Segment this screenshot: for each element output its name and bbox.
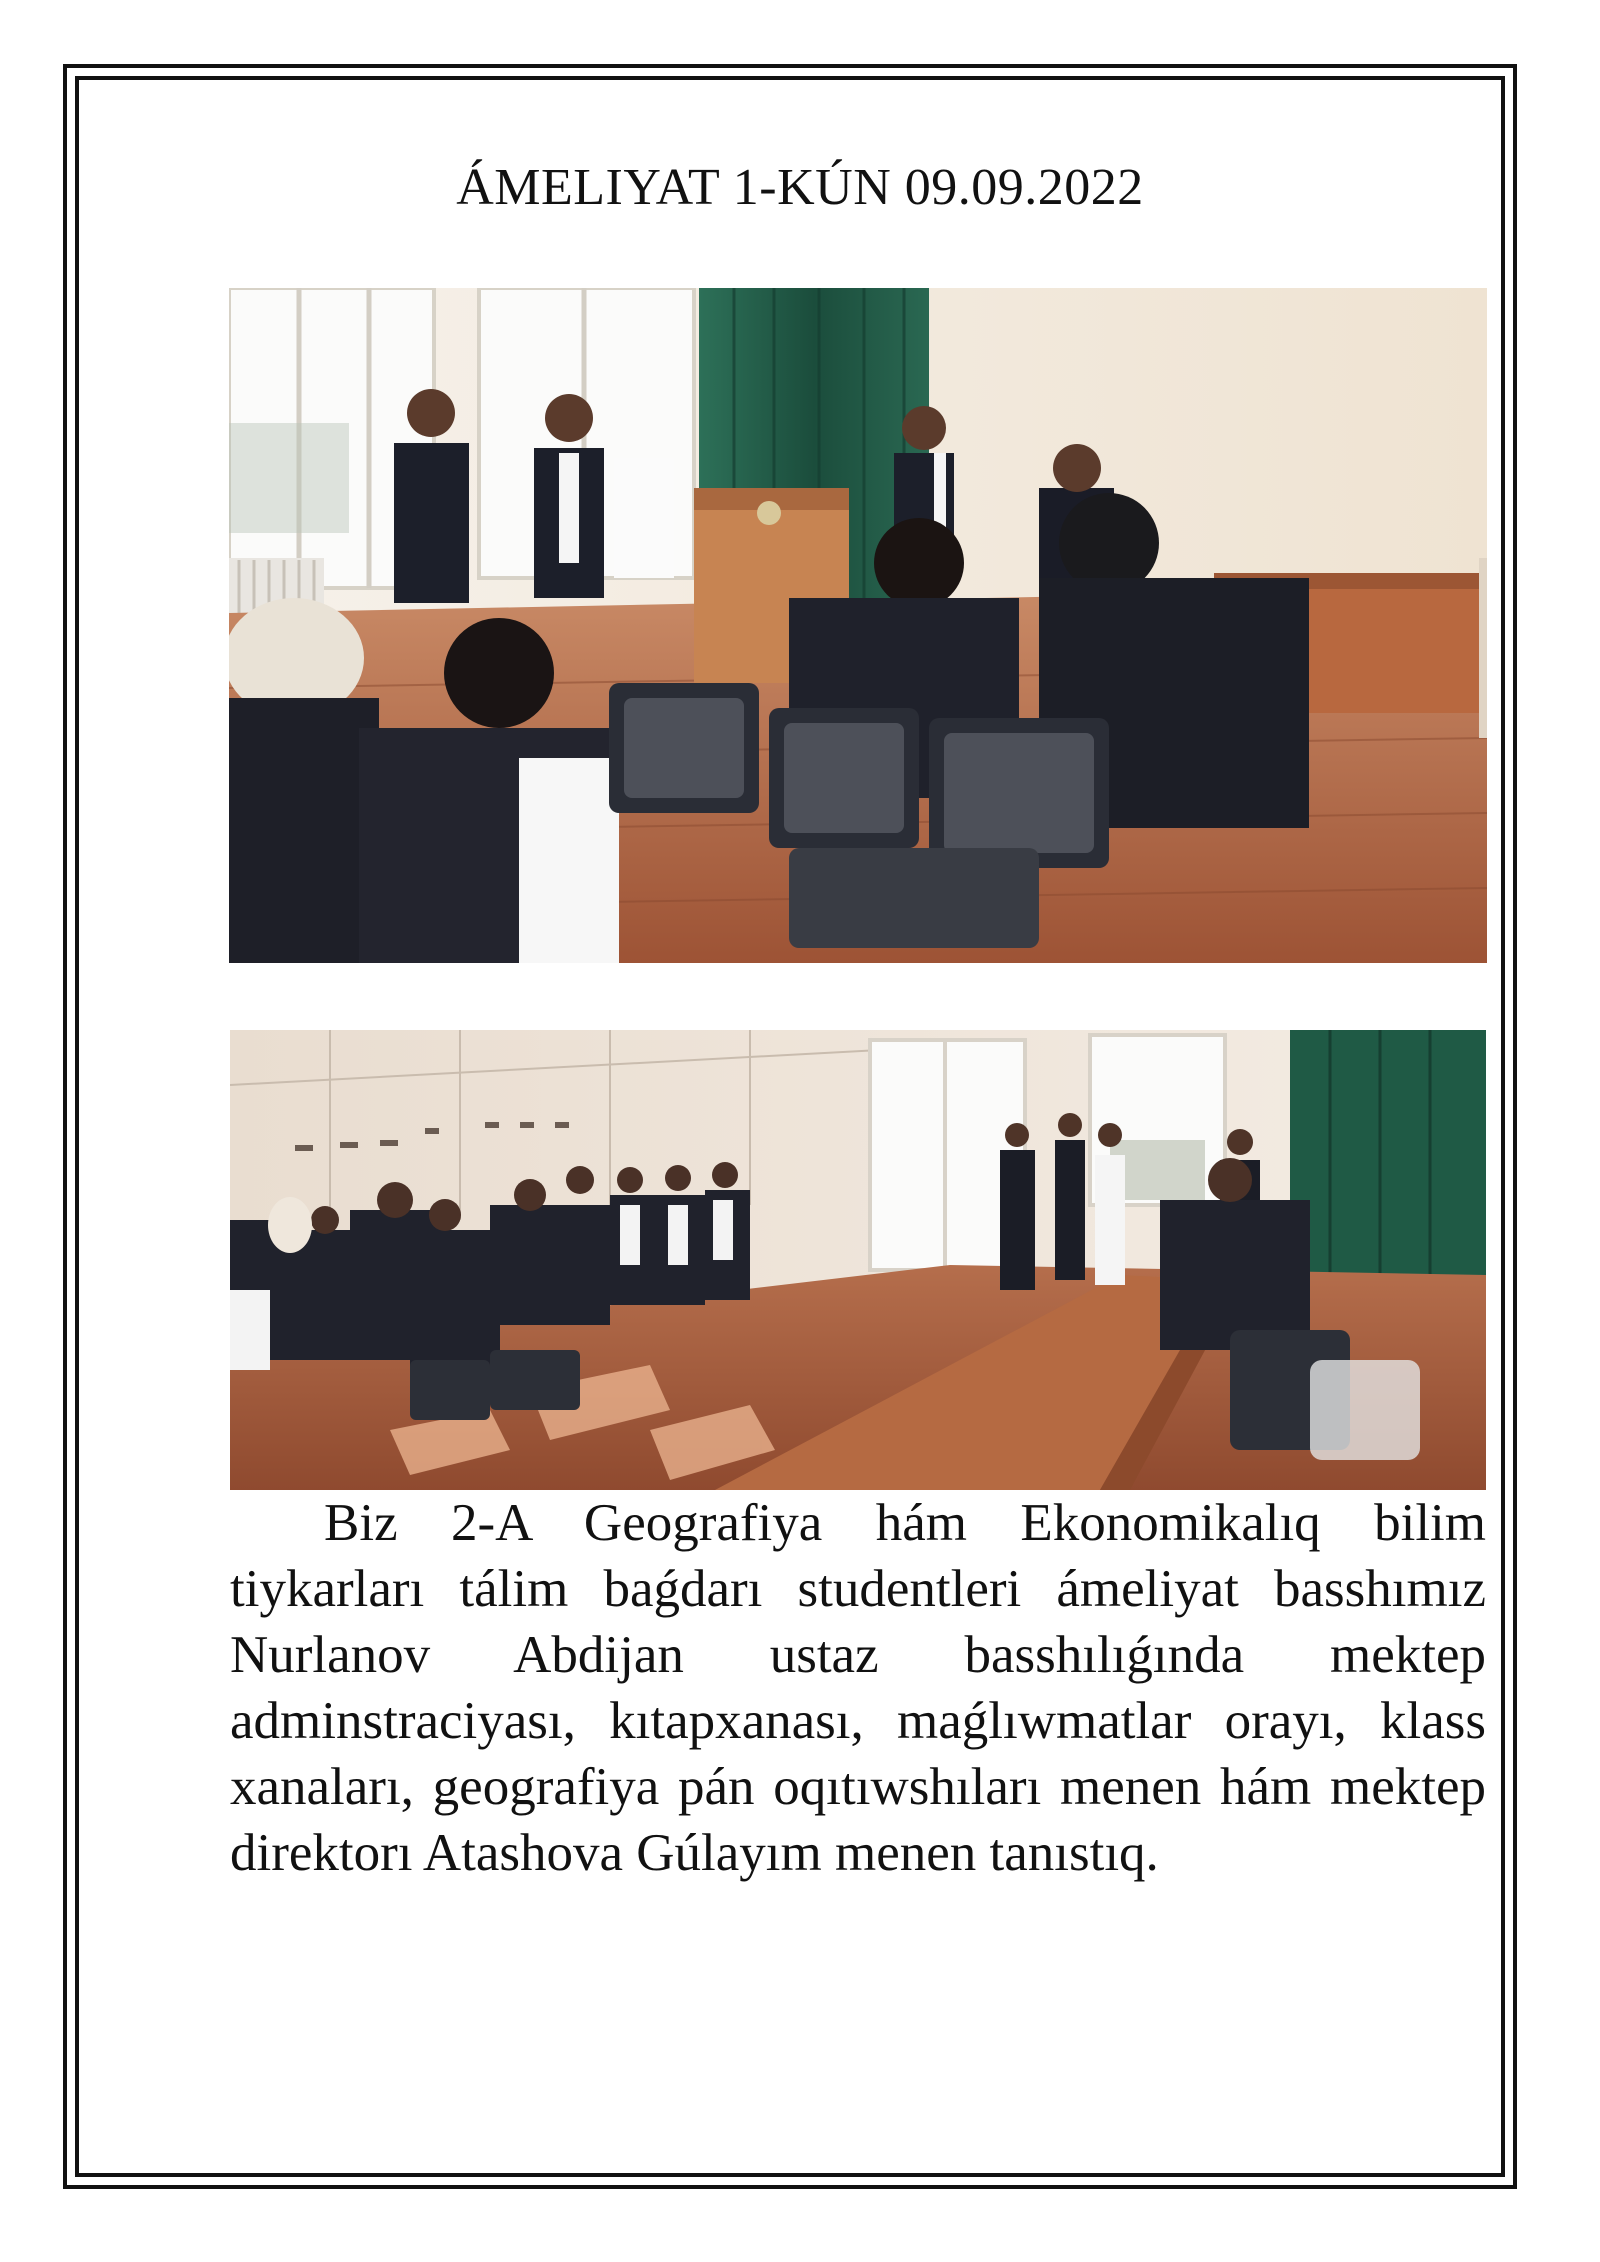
- photo-classroom-presentation: [229, 288, 1487, 963]
- page-title: ÁMELIYAT 1-KÚN 09.09.2022: [456, 159, 1144, 216]
- body-paragraph: Biz 2-A Geografiya hám Ekonomikalıq bilim tiykarları tálim baǵdarı studentleri ámeliyat basshımız Nurlanov Abdijan ustaz basshılıǵında mektep adminstraciyası, kıtapxanası, maǵlıwmatlar orayı, klass xanaları, geografiya pán oqıtıwshıları menen hám mektep direktorı Atashova Gúlayım menen tanıstıq.: [230, 1494, 1486, 1882]
- photo-hall-illustration: [230, 1030, 1486, 1490]
- photo-hall-audience: [230, 1030, 1486, 1490]
- photo-classroom-illustration: [229, 288, 1487, 963]
